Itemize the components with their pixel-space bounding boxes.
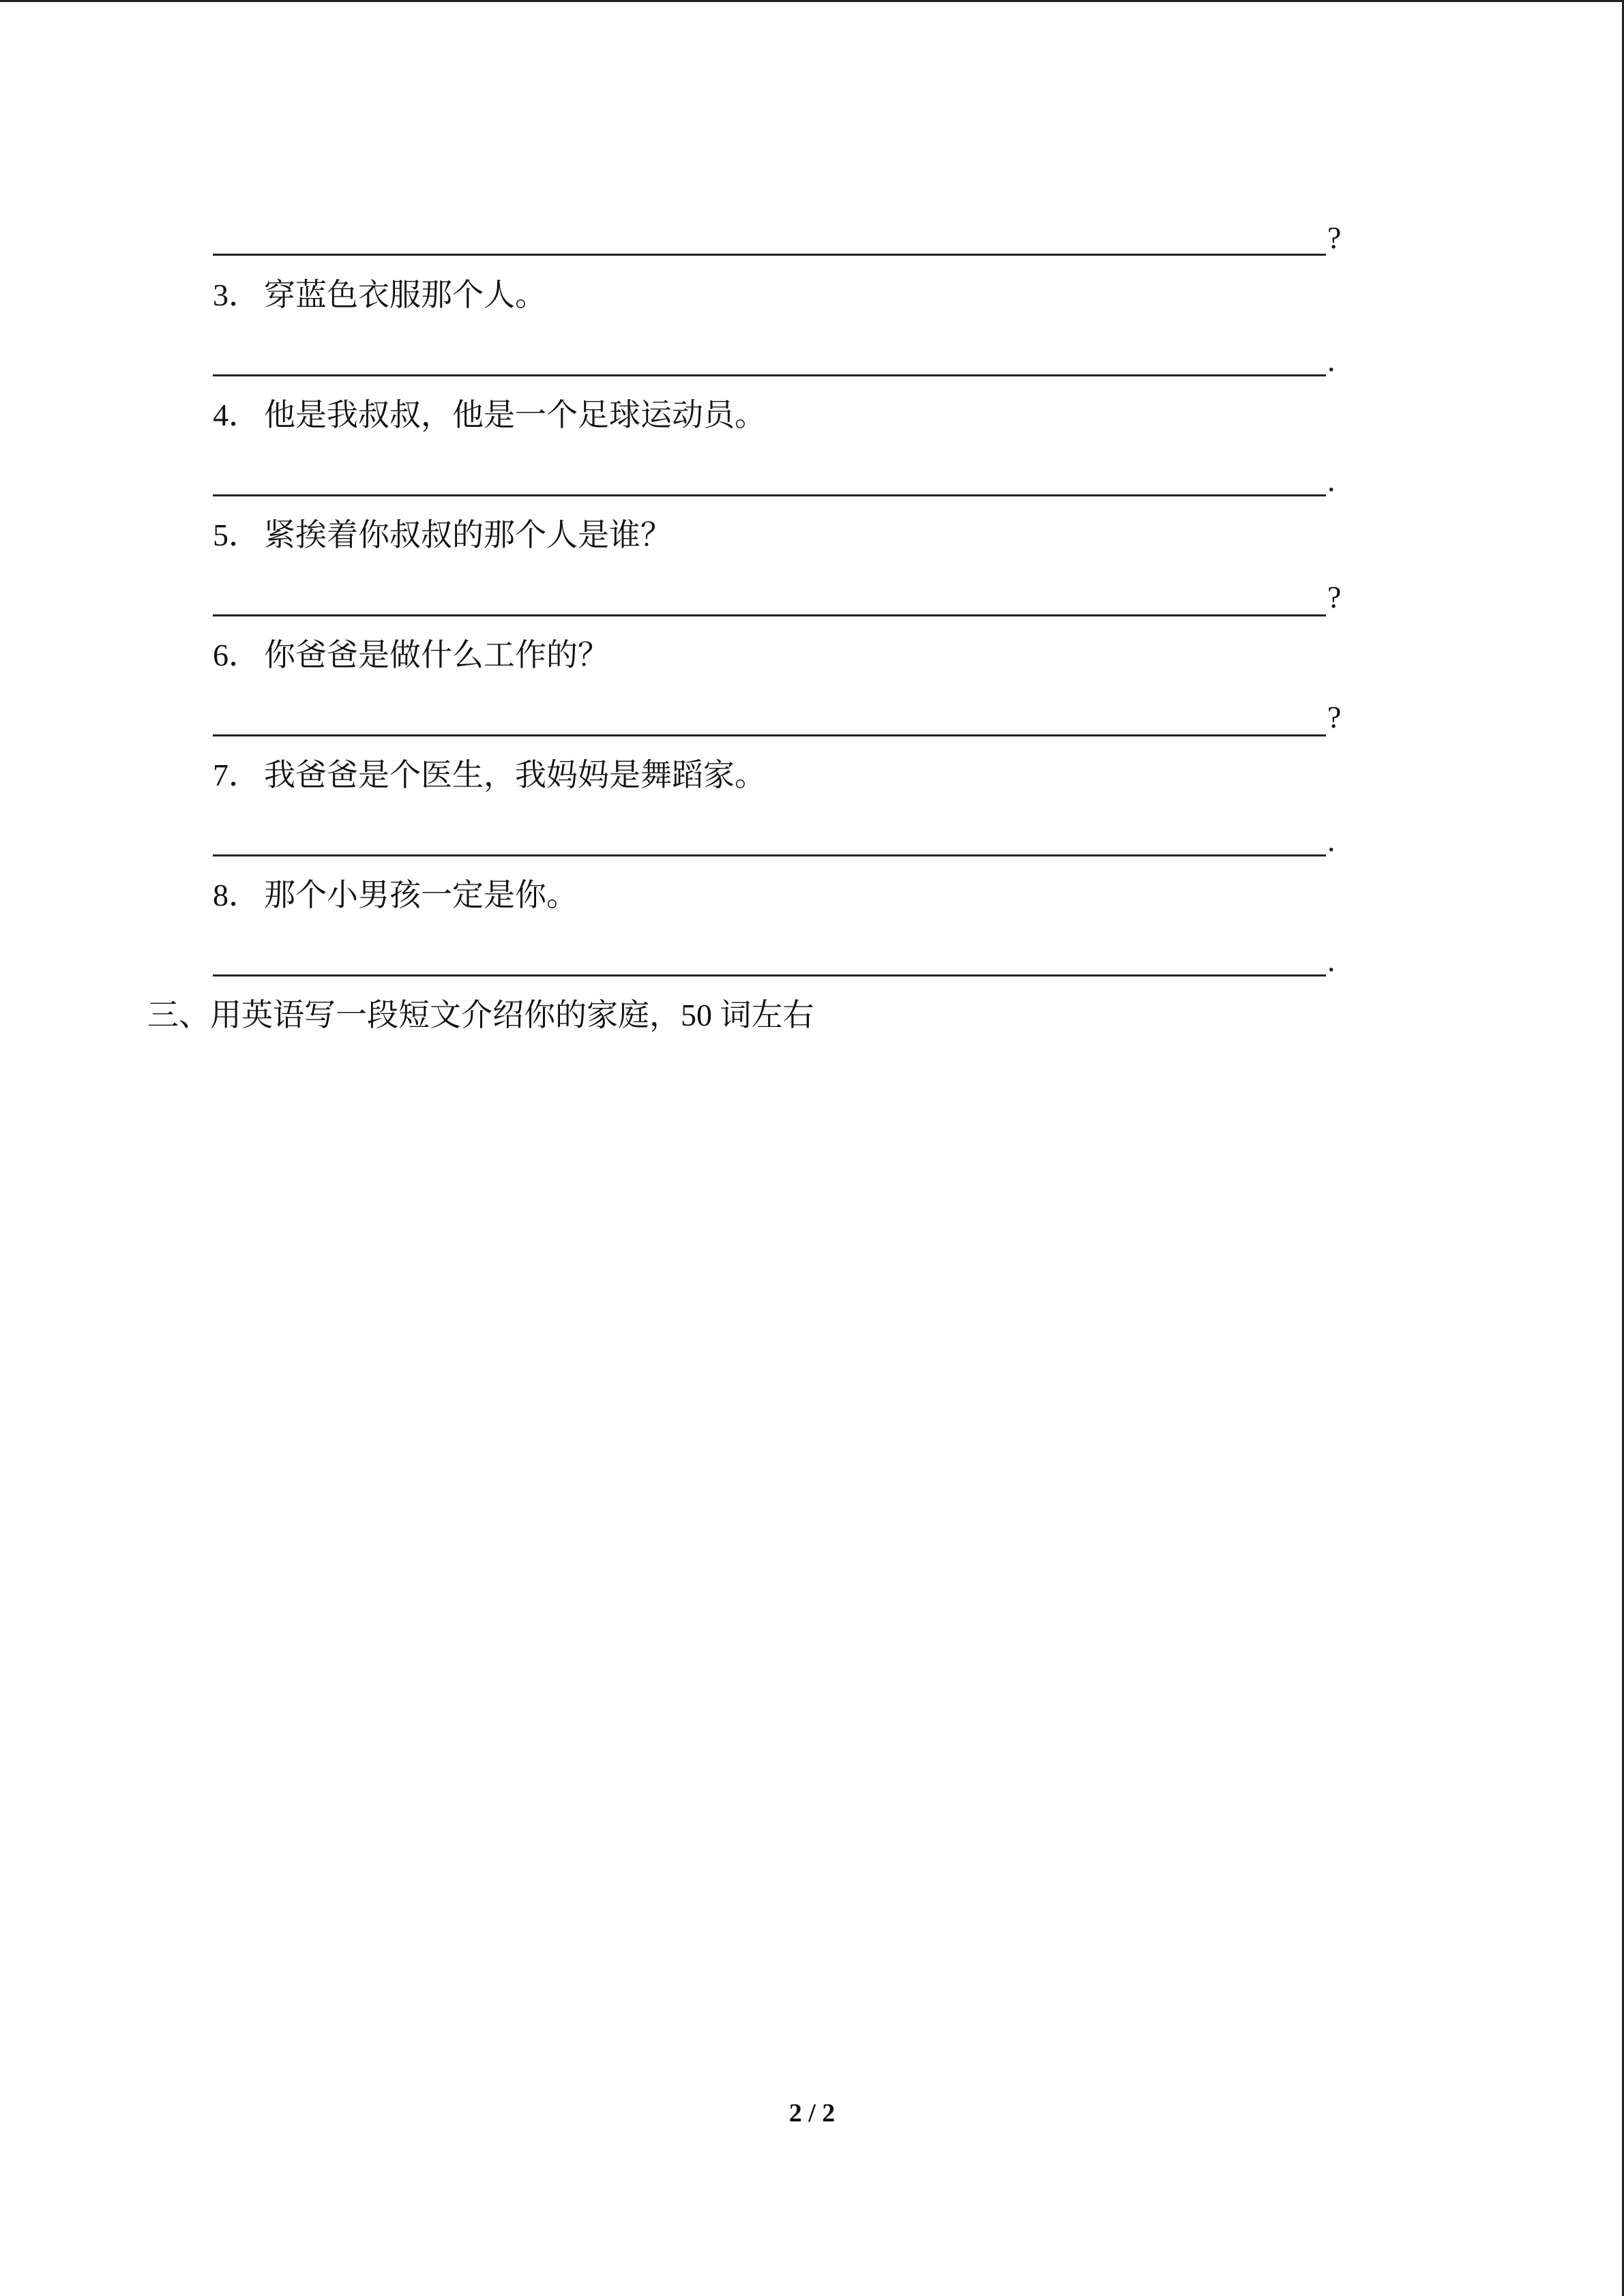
answer-end-mark: . [1327, 343, 1335, 378]
answer-end-mark: ? [1327, 700, 1342, 734]
question-number: 8． [213, 878, 260, 912]
question-4 [213, 400, 766, 431]
page-border-top [0, 0, 1624, 2]
answer-line[interactable] [213, 254, 1326, 256]
question-number: 4． [213, 398, 260, 432]
question-5 [213, 520, 672, 551]
question-number: 7． [213, 758, 260, 792]
answer-end-mark: ? [1327, 220, 1342, 255]
question-text: 我爸爸是个医生，我妈妈是舞蹈家。 [264, 758, 766, 792]
answer-end-mark: . [1327, 823, 1335, 858]
question-number: 6． [213, 638, 260, 672]
question-text: 那个小男孩一定是你。 [264, 878, 578, 912]
answer-line[interactable] [213, 614, 1326, 616]
question-8 [213, 880, 578, 911]
question-text: 你爸爸是做什么工作的？ [264, 638, 609, 672]
question-text: 他是我叔叔，他是一个足球运动员。 [264, 398, 766, 432]
question-7 [213, 760, 766, 791]
answer-line[interactable] [213, 494, 1326, 496]
answer-end-mark: . [1327, 943, 1335, 978]
question-number: 3． [213, 278, 260, 312]
question-6 [213, 640, 609, 671]
answer-line[interactable] [213, 734, 1326, 736]
question-text: 紧挨着你叔叔的那个人是谁？ [264, 518, 672, 552]
answer-line[interactable] [213, 854, 1326, 856]
page-number: 2 / 2 [788, 2099, 836, 2128]
answer-end-mark: ? [1327, 580, 1342, 614]
answer-line[interactable] [213, 374, 1326, 376]
section-three-title: 三、用英语写一段短文介绍你的家庭，50 词左右 [147, 998, 814, 1032]
question-3 [213, 280, 546, 311]
question-text: 穿蓝色衣服那个人。 [264, 278, 546, 312]
answer-line[interactable] [213, 974, 1326, 976]
question-number: 5． [213, 518, 260, 552]
answer-end-mark: . [1327, 463, 1335, 498]
